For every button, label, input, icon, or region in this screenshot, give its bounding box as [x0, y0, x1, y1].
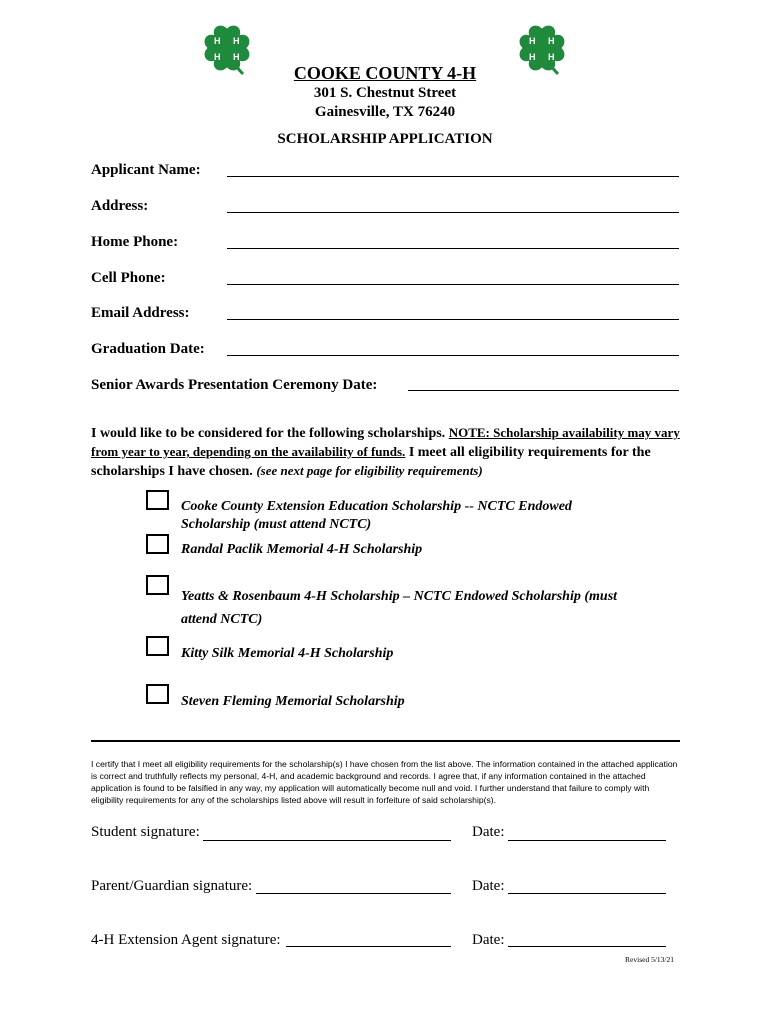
agent-signature-label: 4-H Extension Agent signature:	[91, 932, 281, 948]
city-state-zip: Gainesville, TX 76240	[314, 104, 456, 120]
svg-text:H: H	[529, 52, 536, 62]
svg-text:H: H	[214, 52, 221, 62]
scholarship-option-2: Randal Paclik Memorial 4-H Scholarship	[181, 542, 423, 557]
svg-text:H: H	[548, 52, 555, 62]
cell-phone-field[interactable]	[227, 284, 679, 285]
checkbox-scholarship-5[interactable]	[146, 684, 169, 704]
applicant-name-field[interactable]	[227, 176, 679, 177]
scholarship-intro	[91, 424, 681, 481]
county-title: COOKE COUNTY 4-H	[293, 63, 477, 83]
student-signature-label: Student signature:	[91, 824, 200, 840]
form-title: SCHOLARSHIP APPLICATION	[277, 131, 493, 147]
email-field[interactable]	[227, 319, 679, 320]
scholarship-option-5: Steven Fleming Memorial Scholarship	[181, 694, 405, 709]
checkbox-scholarship-2[interactable]	[146, 534, 169, 554]
parent-date-field[interactable]	[508, 893, 666, 894]
svg-text:H: H	[233, 52, 240, 62]
checkbox-scholarship-1[interactable]	[146, 490, 169, 510]
scholarship-option-1: Cooke County Extension Education Scholarship -- NCTC Endowed Scholarship (must attend NCTC)	[181, 499, 572, 532]
student-date-field[interactable]	[508, 840, 666, 841]
graduation-date-label: Graduation Date:	[91, 341, 205, 357]
student-date-label: Date:	[472, 824, 505, 840]
senior-awards-label: Senior Awards Presentation Ceremony Date:	[91, 377, 378, 393]
agent-date-label: Date:	[472, 932, 505, 948]
email-label: Email Address:	[91, 305, 190, 321]
applicant-name-label: Applicant Name:	[91, 162, 201, 178]
see-next-page: (see next page for eligibility requirements)	[256, 463, 483, 478]
availability-note: NOTE: Scholarship availability may vary from year to year, depending on the availability of funds.	[91, 425, 680, 459]
svg-text:H: H	[529, 36, 536, 46]
revised-date: Revised 5/13/21	[625, 955, 674, 964]
checkbox-scholarship-3[interactable]	[146, 575, 169, 595]
scholarship-option-4: Kitty Silk Memorial 4-H Scholarship	[181, 646, 394, 661]
checkbox-scholarship-4[interactable]	[146, 636, 169, 656]
parent-signature-label: Parent/Guardian signature:	[91, 878, 253, 894]
home-phone-field[interactable]	[227, 248, 679, 249]
scholarship-option-3: Yeatts & Rosenbaum 4-H Scholarship – NCTC Endowed Scholarship (must attend NCTC)	[181, 589, 618, 627]
intro-lead: I would like to be considered for the following scholarships.	[91, 426, 449, 441]
graduation-date-field[interactable]	[227, 355, 679, 356]
student-signature-field[interactable]	[203, 840, 451, 841]
home-phone-label: Home Phone:	[91, 234, 179, 250]
svg-text:H: H	[548, 36, 555, 46]
cell-phone-label: Cell Phone:	[91, 270, 166, 286]
senior-awards-field[interactable]	[408, 390, 679, 391]
agent-signature-field[interactable]	[286, 946, 451, 947]
svg-text:H: H	[214, 36, 221, 46]
street-address: 301 S. Chestnut Street	[313, 85, 457, 101]
section-divider	[91, 740, 680, 742]
parent-signature-field[interactable]	[256, 893, 451, 894]
address-field[interactable]	[227, 212, 679, 213]
parent-date-label: Date:	[472, 878, 505, 894]
eligibility-statement: I meet all eligibility requirements for the scholarships I have chosen.	[91, 445, 651, 479]
svg-text:H: H	[233, 36, 240, 46]
certification-text: I certify that I meet all eligibility requirements for the scholarship(s) I have chosen from the list above. The information contained in the attached application is correct and truthfully reflects my personal, 4-H, and academic background and records. I agree that, if any information contained in the attached application is found to be falsified in any way, my application will automatically become null and void. I further understand that failure to comply with eligibility requirements for any of the scholarships listed above will result in forfeiture of said scholarship(s).	[91, 759, 678, 805]
address-label: Address:	[91, 198, 149, 214]
agent-date-field[interactable]	[508, 946, 666, 947]
